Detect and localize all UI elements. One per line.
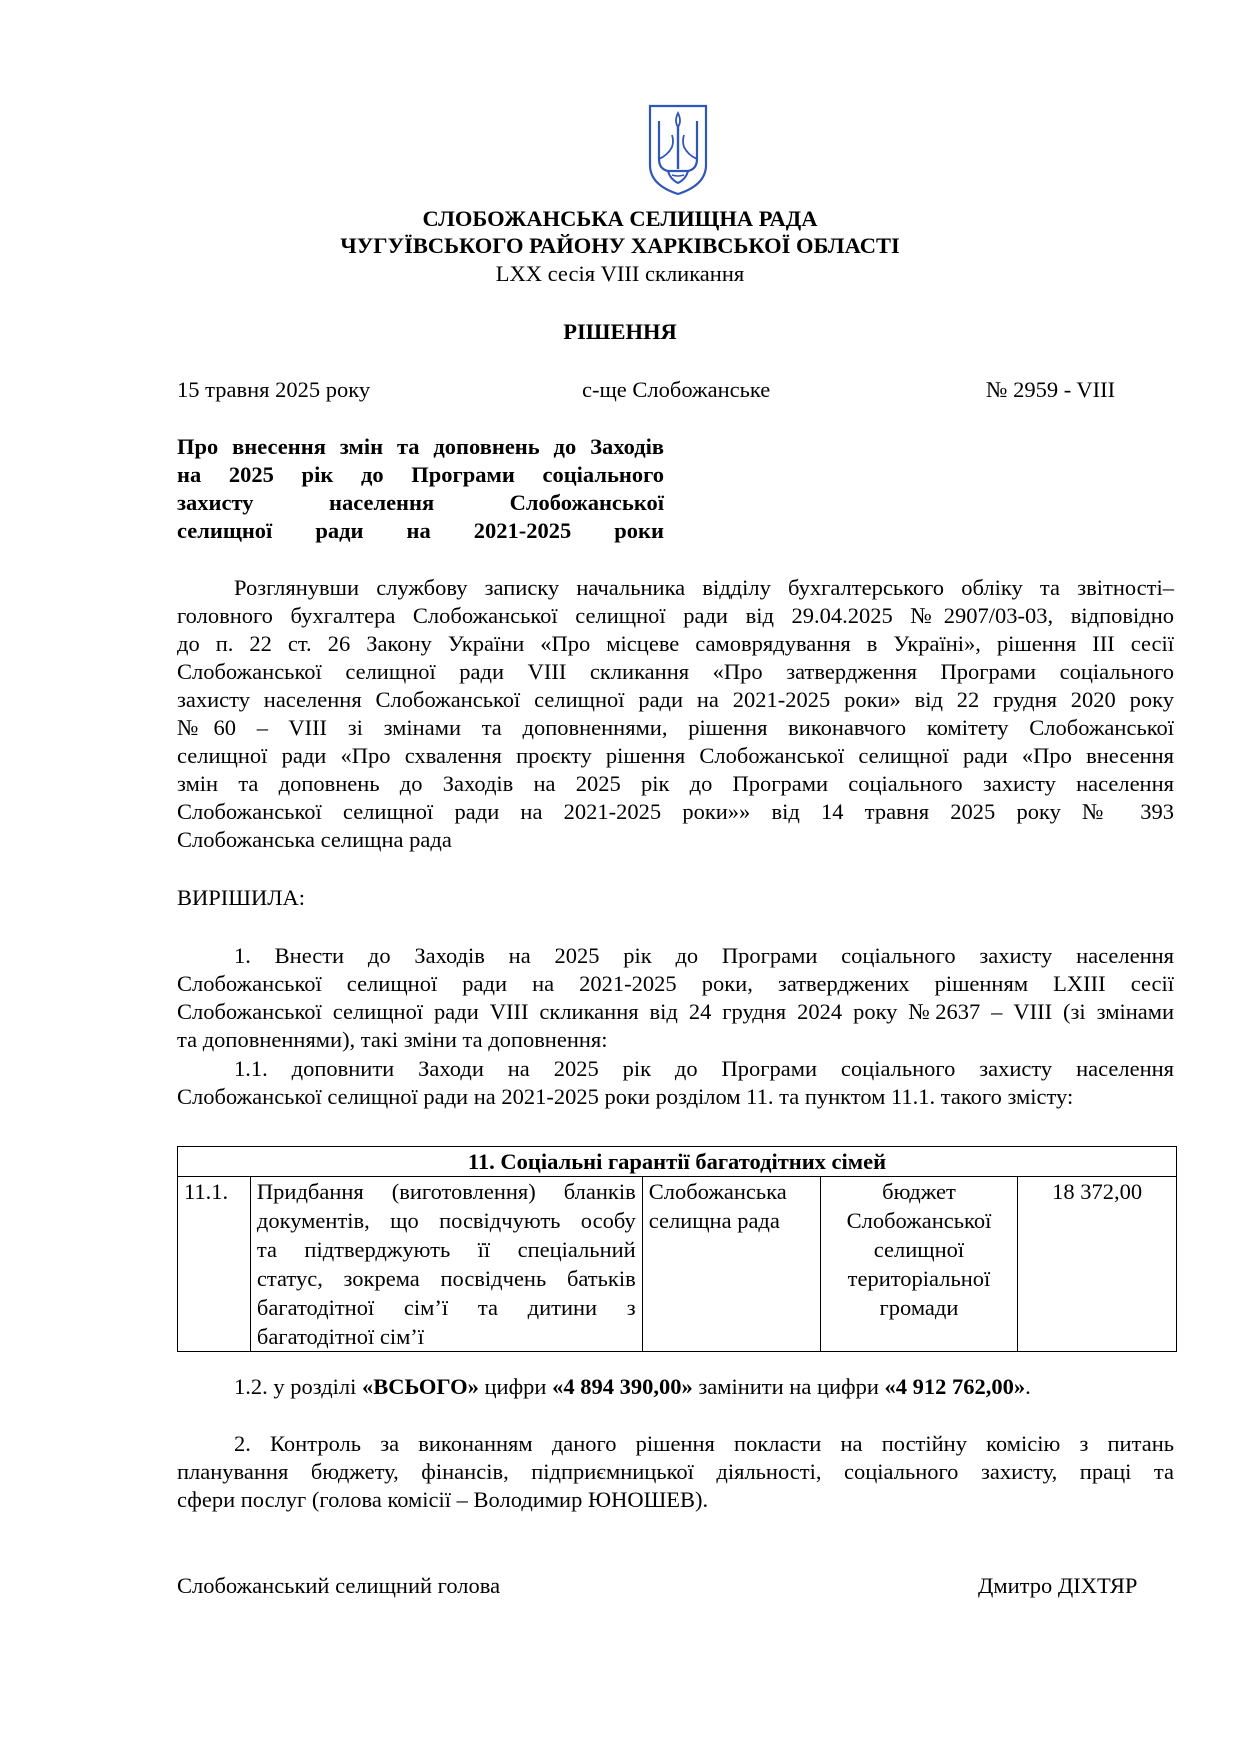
item1-2-mid1: цифри bbox=[478, 1374, 553, 1399]
preamble-line: селищної ради «Про схвалення проєкту рішення Слобожанської селищної ради «Про внесення bbox=[177, 743, 1174, 768]
measure-line: Придбання (виготовлення) бланків bbox=[256, 1179, 636, 1204]
table-row bbox=[178, 1177, 1177, 1352]
preamble-line: №60 – VIII зі змінами та доповненнями, рішення виконавчого комітету Слобожанської bbox=[177, 715, 1174, 740]
item1-1-line: Слобожанської селищної ради на 2021-2025 роки розділом 11. та пунктом 11.1. такого змісту: bbox=[177, 1084, 1074, 1109]
subject-line: захисту населення Слобожанської bbox=[177, 490, 664, 515]
measure-cell bbox=[250, 1177, 642, 1352]
preamble-line: Розглянувши службову записку начальника відділу бухгалтерського обліку та звітності– bbox=[234, 575, 1174, 600]
measure-line: багатодітної сім’ї bbox=[256, 1324, 425, 1349]
item1-1-line: 1.1. доповнити Заходи на 2025 рік до Програми соціального захисту населення bbox=[234, 1056, 1174, 1081]
item2-line: 2. Контроль за виконанням даного рішення покласти на постійну комісію з питань bbox=[234, 1431, 1174, 1456]
funding-line: громади bbox=[879, 1295, 959, 1320]
measures-table bbox=[177, 1146, 1177, 1352]
decision-place: с-ще Слобожанське bbox=[582, 377, 771, 402]
preamble-line: змін та доповнень до Заходів на 2025 рік до Програми соціального захисту населення bbox=[177, 771, 1174, 796]
resolved-heading: ВИРІШИЛА: bbox=[177, 885, 305, 910]
session-line: LXX сесія VIII скликання bbox=[495, 261, 745, 286]
item1-2-suffix: . bbox=[1025, 1374, 1031, 1399]
item1-2-line bbox=[234, 1373, 1031, 1400]
measure-line: багатодітної сім’ї та дитини з bbox=[256, 1295, 636, 1320]
decision-number: № 2959 - VIII bbox=[986, 377, 1116, 402]
item1-line: та доповненнями), такі зміни та доповнення: bbox=[177, 1027, 608, 1052]
funding-line: селищної bbox=[873, 1237, 965, 1262]
measure-line: та підтверджують її спеціальний bbox=[256, 1237, 636, 1262]
item1-2-prefix: 1.2. у розділі bbox=[234, 1374, 363, 1399]
item1-2-mid2: замінити на цифри bbox=[692, 1374, 885, 1399]
preamble-line: до п. 22 ст. 26 Закону України «Про місцеве самоврядування в Україні», рішення ІІІ сесії bbox=[177, 631, 1174, 656]
subject-line: Про внесення змін та доповнень до Заходів bbox=[177, 434, 664, 459]
item2-line: сфери послуг (голова комісії – Володимир ЮНОШЕВ). bbox=[177, 1487, 709, 1512]
item1-line: Слобожанської селищної ради VIII скликання від 24 грудня 2024 року №2637 – VIII (зі змінами bbox=[177, 999, 1174, 1024]
signatory-name: Дмитро ДІХТЯР bbox=[978, 1573, 1138, 1598]
funding-line: бюджет bbox=[882, 1179, 956, 1204]
item1-2-section: «ВСЬОГО» bbox=[362, 1374, 479, 1399]
funding-line: територіальної bbox=[847, 1266, 991, 1291]
preamble-line: Слобожанської селищної ради VIII скликання «Про затвердження Програми соціального bbox=[177, 659, 1174, 684]
preamble-line: Слобожанської селищної ради на 2021-2025 роки»» від 14 травня 2025 року № 393 bbox=[177, 799, 1174, 824]
signatory-position: Слобожанський селищний голова bbox=[177, 1573, 501, 1598]
preamble-line: Слобожанська селищна рада bbox=[177, 827, 452, 852]
row-number: 11.1. bbox=[178, 1177, 251, 1352]
preamble-line: головного бухгалтера Слобожанської селищної ради від 29.04.2025 №2907/03-03, відповідно bbox=[177, 603, 1174, 628]
amount-cell: 18 372,00 bbox=[1018, 1177, 1177, 1352]
decision-date: 15 травня 2025 року bbox=[177, 377, 371, 402]
measure-line: документів, що посвідчують особу bbox=[256, 1208, 636, 1233]
executor-cell bbox=[642, 1177, 820, 1352]
preamble-line: захисту населення Слобожанської селищної ради на 2021-2025 роки» від 22 грудня 2020 року bbox=[177, 687, 1174, 712]
old-total-value: «4 894 390,00» bbox=[552, 1374, 693, 1399]
org-name-line1: СЛОБОЖАНСЬКА СЕЛИЩНА РАДА bbox=[422, 206, 818, 231]
item1-line: 1. Внести до Заходів на 2025 рік до Програми соціального захисту населення bbox=[234, 943, 1174, 968]
item2-line: планування бюджету, фінансів, підприємницької діяльності, соціального захисту, праці та bbox=[177, 1459, 1174, 1484]
new-total-value: «4 912 762,00» bbox=[884, 1374, 1026, 1399]
executor-line: селищна рада bbox=[648, 1208, 780, 1233]
executor-line: Слобожанська bbox=[648, 1179, 787, 1204]
coat-of-arms-icon bbox=[646, 103, 710, 197]
document-type: РІШЕННЯ bbox=[563, 319, 677, 344]
funding-line: Слобожанської bbox=[846, 1208, 992, 1233]
measure-line: статус, зокрема посвідчень батьків bbox=[256, 1266, 636, 1291]
table-section-row bbox=[178, 1147, 1177, 1177]
table-section-title: 11. Соціальні гарантії багатодітних сімей bbox=[178, 1147, 1177, 1177]
item1-line: Слобожанської селищної ради на 2021-2025 роки, затверджених рішенням LXIII сесії bbox=[177, 971, 1174, 996]
funding-source-cell bbox=[820, 1177, 1018, 1352]
subject-line: на 2025 рік до Програми соціального bbox=[177, 462, 664, 487]
org-name-line2: ЧУГУЇВСЬКОГО РАЙОНУ ХАРКІВСЬКОЇ ОБЛАСТІ bbox=[340, 233, 900, 258]
subject-line: селищної ради на 2021-2025 роки bbox=[177, 518, 664, 543]
